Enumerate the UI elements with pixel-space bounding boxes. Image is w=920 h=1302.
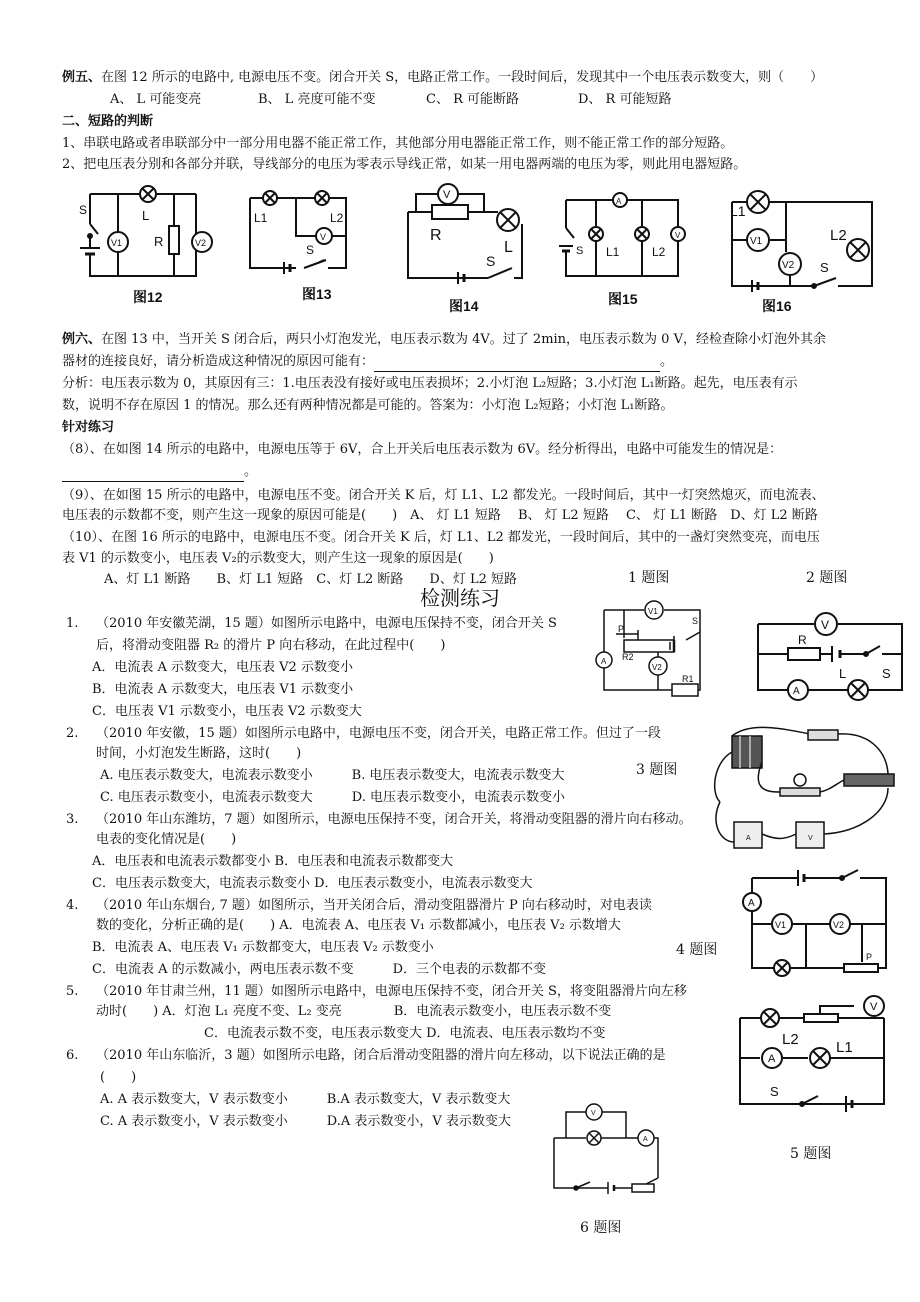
svg-text:V: V <box>821 618 830 632</box>
svg-text:V: V <box>808 835 813 842</box>
q6-stem-2: ( ) <box>100 1070 137 1085</box>
q2-number: 2. <box>66 726 79 741</box>
example-5-label: 例五、 <box>62 70 102 85</box>
svg-text:S: S <box>306 243 315 257</box>
svg-text:R2: R2 <box>622 652 634 662</box>
svg-text:V1: V1 <box>750 236 763 247</box>
q4-number: 4. <box>66 898 79 913</box>
svg-text:S: S <box>692 616 699 626</box>
svg-text:A: A <box>616 197 622 206</box>
q1-stem-1: （2010 年安徽芜湖，15 题）如图所示电路中，电源电压保持不变，闭合开关 S <box>96 616 557 631</box>
svg-text:R1: R1 <box>682 674 694 684</box>
svg-text:L1: L1 <box>606 245 620 259</box>
practice-q10-line-1: （10）、在图 16 所示的电路中，电源电压不变。闭合开关 K 后，灯 L1、L2 都发光，一段时间后，其中的一盏灯突然变亮，而电压 <box>62 530 820 545</box>
example-6-analysis-2: 数，说明不存在原因 1 的情况。那么还有两种情况都是可能的。答案为：小灯泡 L₂短路；小灯泡 L₁断路。 <box>62 398 674 413</box>
label-v2: V2 <box>195 238 207 248</box>
test-title: 检测练习 <box>420 586 500 610</box>
q6-options-cd: C. A 表示数变小，V 表示数变小 D.A 表示数变小，V 表示数变大 <box>100 1114 511 1129</box>
svg-text:L: L <box>504 239 513 256</box>
figure-16-caption: 图16 <box>762 298 792 314</box>
circuit-figure-14 <box>402 182 532 282</box>
q2-circuit-diagram <box>754 604 910 700</box>
svg-text:V: V <box>443 189 451 201</box>
svg-text:S: S <box>486 253 496 269</box>
q2-stem-2: 时间，小灯泡发生断路，这时( ) <box>96 746 302 761</box>
answer-blank[interactable] <box>374 357 660 372</box>
q1-stem-2: 后，将滑动变阻器 R₂ 的滑片 P 向右移动，在此过程中( ) <box>96 638 446 653</box>
example-5-option-d: D、 R 可能短路 <box>578 92 672 107</box>
example-5-option-b: B、 L 亮度可能不变 <box>258 92 376 107</box>
q5-stem-2: 动时( ) A．灯泡 L₁ 亮度不变、L₂ 变亮 B．电流表示数变小，电压表示数不变 <box>96 1004 612 1019</box>
q3-figure-caption: 3 题图 <box>636 762 678 778</box>
svg-text:L1: L1 <box>730 203 746 219</box>
example-6-line-1: 例六、在图 13 中，当开关 S 闭合后，两只小灯泡发光，电压表示数为 4V。过了 2min，电压表示数为 0 V，经检查除小灯泡外其余 <box>62 332 826 347</box>
svg-text:V: V <box>320 232 327 242</box>
label-l: L <box>142 208 150 223</box>
svg-text:A: A <box>601 657 607 666</box>
practice-title: 针对练习 <box>62 420 115 435</box>
q3-options-ab: A．电压表和电流表示数都变小 B．电压表和电流表示数都变大 <box>92 854 454 869</box>
circuit-figure-15 <box>556 190 686 290</box>
q4-figure-caption: 4 题图 <box>676 942 718 958</box>
svg-text:V: V <box>675 231 681 240</box>
q4-stem-2: 数的变化，分析正确的是( ) A．电流表 A、电压表 V₁ 示数都减小，电压表 V₂ 示数增大 <box>96 918 621 933</box>
q5-circuit-diagram <box>734 992 894 1112</box>
svg-text:A: A <box>768 1053 776 1065</box>
practice-q9-line-2: 电压表的示数都不变，则产生这一现象的原因可能是( ) A、 灯 L1 短路 B、 灯 L2 短路 C、 灯 L1 断路 D、灯 L2 断路 <box>62 508 818 523</box>
q6-options-ab: A. A 表示数变大，V 表示数变小 B.A 表示数变大，V 表示数变大 <box>100 1092 511 1107</box>
label-s: S <box>79 203 88 217</box>
svg-text:S: S <box>820 260 829 275</box>
svg-text:S: S <box>576 245 584 257</box>
svg-text:P: P <box>866 952 873 962</box>
svg-text:L2: L2 <box>330 211 344 225</box>
q4-options-cd: C．电流表 A 的示数减小，两电压表示数不变 D．三个电表的示数都不变 <box>92 962 547 977</box>
example-5-text: 在图 12 所示的电路中, 电源电压不变。闭合开关 S，电路正常工作。一段时间后，发现其中一个电压表示数变大，则（ ） <box>101 70 824 85</box>
svg-text:L: L <box>839 666 847 681</box>
q1-circuit-diagram <box>596 594 718 694</box>
section-2-rule-2: 2、把电压表分别和各部分并联，导线部分的电压为零表示导线正常，如某一用电器两端的电压为零，则此用电器短路。 <box>62 157 747 172</box>
q5-number: 5. <box>66 984 79 999</box>
practice-q10-options: A、灯 L1 断路 B、灯 L1 短路 C、灯 L2 断路 D、灯 L2 短路 <box>104 572 517 587</box>
svg-text:V: V <box>870 1001 878 1013</box>
svg-text:L1: L1 <box>254 211 268 225</box>
practice-q8-line-2: 。 <box>62 462 257 482</box>
q2-options-cd: C. 电压表示数变小，电流表示数变大 D. 电压表示数变小，电流表示数变小 <box>100 790 565 805</box>
q6-circuit-diagram <box>548 1098 668 1198</box>
svg-text:L2: L2 <box>830 227 847 244</box>
svg-text:V1: V1 <box>775 920 787 930</box>
q6-figure-caption: 6 题图 <box>580 1220 622 1236</box>
svg-text:A: A <box>793 686 800 697</box>
q5-stem-1: （2010 年甘肃兰州，11 题）如图所示电路中，电源电压保持不变，闭合开关 S，将变阻器滑片向左移 <box>96 984 687 999</box>
label-r: R <box>154 234 164 249</box>
figure-12-caption: 图12 <box>133 289 163 305</box>
q3-stem-1: （2010 年山东潍坊，7 题）如图所示，电源电压保持不变，闭合开关，将滑动变阻器的滑片向右移动。 <box>96 812 692 827</box>
svg-text:A: A <box>746 835 751 842</box>
q3-options-cd: C．电压表示数变大，电流表示数变小 D．电压表示数变小，电流表示数变大 <box>92 876 533 891</box>
svg-text:R: R <box>430 227 442 244</box>
section-2-rule-1: 1、串联电路或者串联部分中一部分用电器不能正常工作，其他部分用电器能正常工作，则不能正常工作的部分短路。 <box>62 136 734 151</box>
q5-figure-caption: 5 题图 <box>790 1146 832 1162</box>
svg-text:A: A <box>748 898 755 909</box>
svg-text:A: A <box>643 1136 648 1143</box>
practice-q9-line-1: （9）、在如图 15 所示的电路中，电源电压不变。闭合开关 K 后，灯 L1、L2 都发光。一段时间后，其中一灯突然熄灭，而电流表、 <box>62 488 825 503</box>
svg-text:V: V <box>591 1110 596 1117</box>
practice-q8-line-1: （8）、在如图 14 所示的电路中，电源电压等于 6V，合上开关后电压表示数为 6V。经分析得出，电路中可能发生的情况是： <box>62 442 783 457</box>
svg-text:R: R <box>798 633 807 647</box>
q2-stem-1: （2010 年安徽，15 题）如图所示电路中，电源电压不变，闭合开关，电路正常工作。但过了一段 <box>96 726 661 741</box>
q4-option-b: B．电流表 A、电压表 V₁ 示数都变大，电压表 V₂ 示数变小 <box>92 940 434 955</box>
q3-apparatus-drawing <box>710 722 906 862</box>
svg-text:S: S <box>770 1084 779 1099</box>
q2-figure-caption: 2 题图 <box>806 570 848 586</box>
q1-number: 1. <box>66 616 79 631</box>
figure-13-caption: 图13 <box>302 286 332 302</box>
svg-text:L2: L2 <box>652 245 666 259</box>
example-6-line-2: 器材的连接良好，请分析造成这种情况的原因可能有： 。 <box>62 352 673 372</box>
q4-stem-1: （2010 年山东烟台, 7 题）如图所示，当开关闭合后，滑动变阻器滑片 P 向右移动时，对电表读 <box>96 898 652 913</box>
example-6-label: 例六、 <box>62 332 102 347</box>
q6-stem-1: （2010 年山东临沂，3 题）如图所示电路，闭合后滑动变阻器的滑片向左移动，以下说法正确的是 <box>96 1048 666 1063</box>
q2-options-ab: A. 电压表示数变大，电流表示数变小 B. 电压表示数变大，电流表示数变大 <box>100 768 565 783</box>
q4-circuit-diagram <box>742 868 892 976</box>
svg-text:S: S <box>882 666 891 681</box>
circuit-figure-13 <box>246 192 356 282</box>
svg-text:V2: V2 <box>833 920 845 930</box>
q5-options-cd: C．电流表示数不变，电压表示数变大 D．电流表、电压表示数均不变 <box>204 1026 606 1041</box>
svg-text:P: P <box>618 624 625 634</box>
circuit-figure-12 <box>78 186 218 286</box>
circuit-figure-16 <box>722 186 882 296</box>
practice-q10-line-2: 表 V1 的示数变小，电压表 V₂的示数变大，则产生这一现象的原因是( ) <box>62 551 494 566</box>
q1-option-c: C．电压表 V1 示数变小，电压表 V2 示数变大 <box>92 704 362 719</box>
figure-14-caption: 图14 <box>449 298 479 314</box>
q1-option-b: B．电流表 A 示数变大，电压表 V1 示数变小 <box>92 682 354 697</box>
label-v1: V1 <box>111 238 123 248</box>
q3-stem-2: 电表的变化情况是( ) <box>96 832 237 847</box>
svg-text:V2: V2 <box>652 663 662 672</box>
q3-number: 3. <box>66 812 79 827</box>
example-5-option-c: C、 R 可能断路 <box>426 92 519 107</box>
example-5-question <box>62 68 823 88</box>
svg-text:V2: V2 <box>782 260 795 271</box>
svg-text:L2: L2 <box>782 1031 799 1048</box>
example-5-option-a: A、 L 可能变亮 <box>110 92 202 107</box>
svg-text:L1: L1 <box>836 1039 853 1056</box>
q6-number: 6. <box>66 1048 79 1063</box>
svg-text:V1: V1 <box>648 607 658 616</box>
figure-15-caption: 图15 <box>608 291 638 307</box>
section-2-title: 二、短路的判断 <box>62 114 154 129</box>
q8-answer-blank[interactable] <box>62 467 244 482</box>
example-6-analysis-1: 分析：电压表示数为 0，其原因有三：1.电压表没有接好或电压表损坏；2.小灯泡 L₂短路；3.小灯泡 L₁断路。起先，电压表有示 <box>62 376 798 391</box>
q1-figure-caption: 1 题图 <box>628 570 670 586</box>
q1-option-a: A．电流表 A 示数变大，电压表 V2 示数变小 <box>92 660 353 675</box>
